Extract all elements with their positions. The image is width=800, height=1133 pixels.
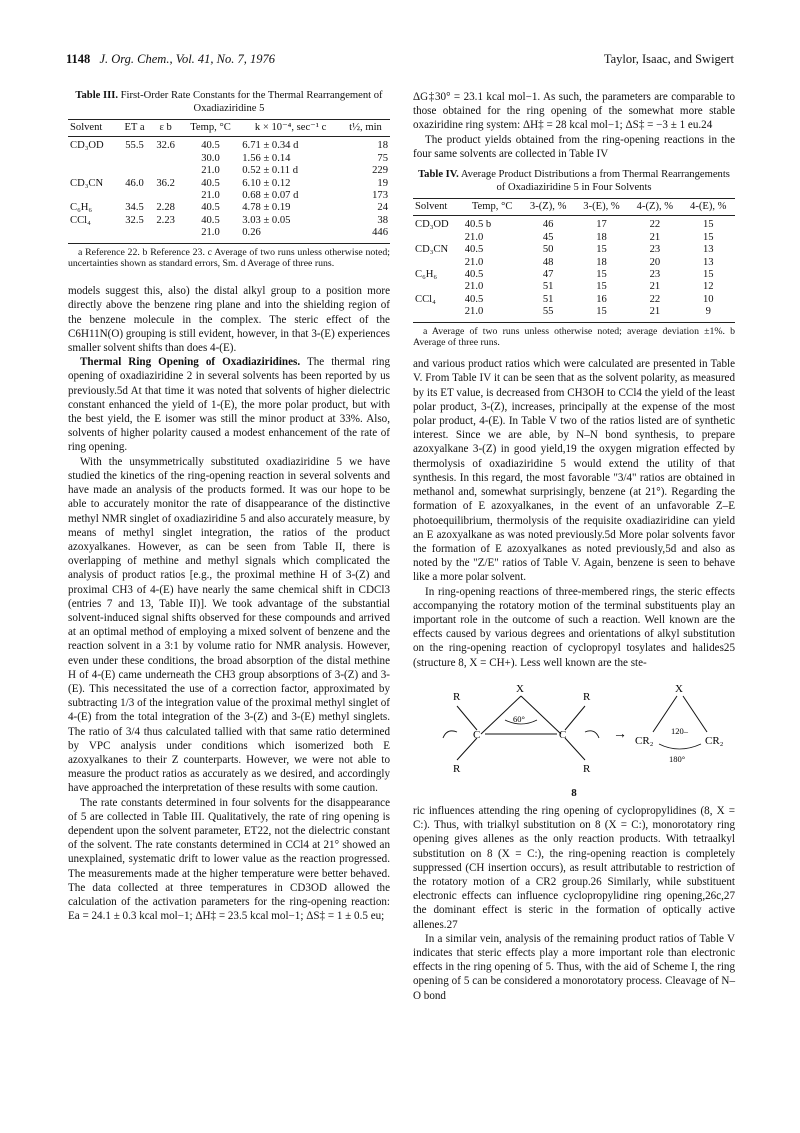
table-cell: 6.71 ± 0.34 d bbox=[242, 140, 299, 152]
substituent-bond bbox=[565, 738, 585, 760]
table-row bbox=[68, 137, 390, 153]
body-paragraph: The product yields obtained from the ring-opening reactions in the four same solvents are collected in Table IV bbox=[413, 133, 735, 160]
table-cell: 0.52 ± 0.11 d bbox=[242, 165, 298, 177]
table-cell: CD₃OD bbox=[415, 219, 449, 231]
ring-bond bbox=[521, 696, 561, 734]
ring-atom-label: C bbox=[473, 728, 481, 741]
table-cell: 21.0 bbox=[201, 165, 220, 177]
table-cell: 55 bbox=[521, 306, 574, 322]
open-group-label: CR₂ bbox=[705, 734, 724, 747]
table-cell: 15 bbox=[702, 231, 714, 243]
table-cell: 2.28 bbox=[156, 202, 175, 214]
table-cell: 15 bbox=[702, 269, 714, 281]
table-cell: 13 bbox=[702, 256, 714, 268]
table-cell: 23 bbox=[649, 244, 661, 256]
table-cell bbox=[118, 190, 150, 202]
ring-atom-label: X bbox=[516, 682, 524, 695]
table-cell bbox=[68, 165, 118, 177]
table-cell: 40.5 b bbox=[464, 219, 492, 231]
table-cell: 75 bbox=[377, 152, 388, 164]
table4-header: 4-(E), % bbox=[682, 199, 735, 216]
table-cell: CD₃CN bbox=[70, 177, 104, 189]
body-paragraph: ΔG‡30° = 23.1 kcal mol−1. As such, the parameters are comparable to those obtained for the ring opening of the somewhat more stable oxaziridine ring system: ΔH‡ = 28 kcal mol−1; ΔS‡ = −3 ± 1 eu.24 bbox=[413, 91, 735, 132]
table-cell: 15 bbox=[702, 219, 714, 231]
table-cell: 446 bbox=[341, 227, 390, 243]
table-cell: 13 bbox=[702, 244, 714, 256]
table-cell: 15 bbox=[596, 269, 607, 281]
table-cell: 16 bbox=[596, 293, 607, 305]
table-row bbox=[413, 232, 735, 244]
table-cell: 40.5 bbox=[464, 244, 484, 256]
table-cell: 3.03 ± 0.05 bbox=[242, 214, 291, 226]
table-cell bbox=[118, 165, 150, 177]
table3 bbox=[68, 119, 390, 244]
table-cell bbox=[118, 153, 150, 165]
table-cell: 50 bbox=[542, 244, 554, 256]
journal-citation: J. Org. Chem., Vol. 41, No. 7, 1976 bbox=[99, 52, 276, 66]
table-cell: C₆H₆ bbox=[415, 269, 438, 281]
table-cell: 40.5 bbox=[201, 177, 220, 189]
running-header bbox=[66, 52, 734, 72]
table4-caption bbox=[413, 169, 735, 194]
reaction-arrow: → bbox=[613, 726, 627, 742]
table-cell bbox=[68, 153, 118, 165]
table-cell: 15 bbox=[596, 281, 607, 293]
table-cell: 21 bbox=[628, 306, 681, 322]
table-cell: 21.0 bbox=[464, 231, 484, 243]
table4-header: Solvent bbox=[413, 199, 463, 216]
substituent-label: R bbox=[583, 690, 591, 703]
table-cell: 229 bbox=[372, 165, 388, 177]
table3-header: Temp, °C bbox=[181, 120, 241, 137]
angle-label: 60° bbox=[513, 713, 525, 724]
body-paragraph: With the unsymmetrically substituted oxadiaziridine 5 we have studied the kinetics of the ring-opening reaction in several solvents and have made an analysis of the products formed. It was our hope to be able to accurately monitor the rate of disappearance of the distinctive methyl NMR singlet of oxadiaziridine 5 and also accurately measure, by means of methyl singlet integration, the ratios of the product azoxyalkanes. However, as can be seen from Table II, there is overlapping of methine and methyl signals which complicated the analysis of product ratios [e.g., the proximal methine H of 3-(Z) and proximal CH3 of 4-(E) have nearly the same chemical shift in CDCl3 (entries 7 and 13, Table II)]. We took advantage of the substantial solvent-induced signal shifts observed for these compounds and arrived at an optimal method of employing a mixed solvent of benzene and the reaction solvent in a 3:1 by volume ratio for NMR analysis. However, even under these conditions, the broad absorption of the distal methine H of 4-(E) came underneath the CH3 group absorptions of 3-(Z) and 3-(E). This necessitated the use of a correction factor, approximated by subtracting 1/3 of the integration value of the proximal methyl singlet of 4-(E) from the total integration of the 3-(Z) and 3-(E) methyl singlets. The ratio of 3/4 thus calculated tallied with that same ratio determined by VPC analysis under conditions which isomerized both E azoxyalkanes to their Z counterparts. However, we were not able to measure the product ratios as accurately as we desired, and accordingly have approached the interpretation of these results with some caution. bbox=[68, 455, 390, 795]
body-paragraph: The rate constants determined in four solvents for the disappearance of 5 are collected in Table III. Qualitatively, the rate of ring opening is dependent upon the solvent parameter, ET22, not the dielectric constant of the solvent. The rate constants determined in CCl4 at 21° showed an unexplained, systematic drift to lower value as the reaction progressed. The measurements made at the higher temperature were better behaved. The data collected at three temperatures in CD3OD allowed the calculation of the activation parameters for the ring-opening reaction: Ea = 24.1 ± 0.3 kcal mol−1; ΔH‡ = 23.5 kcal mol−1; ΔS‡ = 1 ± 0.5 eu; bbox=[68, 796, 390, 923]
table4-caption-text: Average Product Distributions a from Thermal Rearrangements of Oxadiaziridine 5 in Four Solvents bbox=[460, 169, 730, 193]
table3-footnote: a Reference 22. b Reference 23. c Average of two runs unless otherwise noted; uncertainties shown as standard errors, Sm. d Average of three runs. bbox=[68, 246, 390, 270]
table-cell: 22 bbox=[649, 293, 661, 305]
table-row bbox=[413, 244, 735, 256]
table-cell: 4.78 ± 0.19 bbox=[242, 202, 291, 214]
table-cell: 22 bbox=[649, 219, 661, 231]
table-cell: 40.5 bbox=[201, 202, 220, 214]
table3-caption-text: First-Order Rate Constants for the Thermal Rearrangement of Oxadiaziridine 5 bbox=[120, 90, 383, 114]
ring-atom-label: C bbox=[559, 728, 567, 741]
angle-label: 180° bbox=[669, 753, 686, 764]
table-cell: 0.68 ± 0.07 d bbox=[242, 190, 299, 202]
substituent-bond bbox=[457, 738, 477, 760]
open-group-label: CR₂ bbox=[635, 734, 654, 747]
table-cell: 51 bbox=[542, 293, 554, 305]
page-number: 1148 bbox=[66, 52, 91, 66]
table-cell: 21.0 bbox=[463, 306, 522, 322]
table-cell: 21.0 bbox=[464, 256, 484, 268]
table-cell: 21 bbox=[649, 281, 661, 293]
table-cell: CCl₄ bbox=[70, 214, 91, 226]
table-cell: 12 bbox=[702, 281, 714, 293]
table-cell bbox=[151, 165, 181, 177]
table-cell: 46 bbox=[542, 219, 554, 231]
table-cell: CD₃CN bbox=[415, 244, 449, 256]
table4-header: Temp, °C bbox=[463, 199, 522, 216]
table-row bbox=[68, 153, 390, 165]
table-cell: 9 bbox=[682, 306, 735, 322]
table4 bbox=[413, 198, 735, 323]
table-cell: 18 bbox=[377, 140, 388, 152]
table-cell bbox=[68, 227, 118, 243]
table3-header: Solvent bbox=[68, 120, 118, 137]
table-cell: 21.0 bbox=[181, 227, 241, 243]
table-row bbox=[413, 216, 735, 232]
table-cell bbox=[413, 306, 463, 322]
table-cell bbox=[413, 232, 463, 244]
table-cell: 30.0 bbox=[201, 152, 220, 164]
table-cell: CCl₄ bbox=[415, 293, 436, 305]
table-cell: 47 bbox=[542, 269, 554, 281]
table4-header: 4-(Z), % bbox=[628, 199, 681, 216]
left-column bbox=[68, 90, 390, 923]
table4-label: Table IV. bbox=[418, 169, 459, 181]
angle-label: 120– bbox=[671, 725, 688, 736]
table-cell: 40.5 bbox=[201, 214, 220, 226]
table-row bbox=[413, 257, 735, 269]
author-names: Taylor, Isaac, and Swigert bbox=[603, 52, 734, 66]
table-cell: 40.5 bbox=[464, 269, 484, 281]
table-cell: 32.5 bbox=[125, 214, 144, 226]
structure-number: 8 bbox=[571, 786, 577, 799]
body-paragraph: In a similar vein, analysis of the remaining product ratios of Table V indicates that steric effects play a more important role than electronic effects in the ring opening of 5. Thus, with the aid of Scheme I, the ring opening of 5 can be considered a monorotatory process. Cleavage of N–O bond bbox=[413, 932, 735, 1002]
table-cell: 15 bbox=[575, 306, 628, 322]
table-cell: 24 bbox=[377, 202, 388, 214]
table-cell: 173 bbox=[372, 190, 388, 202]
table3-caption bbox=[68, 90, 390, 115]
table-cell bbox=[68, 190, 118, 202]
body-paragraph: models suggest this, also) the distal alkyl group to a position more directly above the benzene ring plane and into the shielding region of the benzene molecule in the complex. The steric effect of the C6H11N(O) grouping is still evident, however, in that 3-(E) experiences smaller solvent shifts than does 4-(E). bbox=[68, 285, 390, 355]
rotation-arrow bbox=[585, 731, 599, 738]
table-cell: 15 bbox=[596, 244, 607, 256]
table-cell: 2.23 bbox=[156, 214, 175, 226]
body-paragraph: ric influences attending the ring opening of cyclopropylidines (8, X = C:). Thus, with trialkyl substitution on 8 (X = C:), monorotatory ring opening gives allenes as the only reaction products. With tetraalkyl substitution on 8 (X = C:), the ring-opening reaction is completely suppressed (CH insertion occurs), as result attributable to restriction of the rotatory motion of a CR2 group.26 Similarly, while substituent electronic effects can influence cyclopropylidine ring opening,26c,27 the dominant effect is steric in the formation of optically active allenes.27 bbox=[413, 804, 735, 931]
body-paragraph: In ring-opening reactions of three-membered rings, the steric effects accompanying the rotatory motion of the terminal substituents play an important role in the outcome of such a reaction. Well known are the effects caused by various degrees and orientations of alkyl substitution on the ring-opening reaction of cyclopropyl tosylates and halides25 (structure 8, X = CH+). Less well known are the ste- bbox=[413, 585, 735, 669]
table-cell: 19 bbox=[377, 177, 388, 189]
table-cell bbox=[151, 153, 181, 165]
table-cell: 18 bbox=[596, 256, 607, 268]
table-cell: 48 bbox=[542, 256, 554, 268]
table-row bbox=[413, 294, 735, 306]
substituent-label: R bbox=[453, 762, 461, 775]
table-cell: 18 bbox=[596, 231, 607, 243]
table-row bbox=[413, 306, 735, 322]
table-cell: 34.5 bbox=[125, 202, 144, 214]
open-atom-label: X bbox=[675, 682, 683, 695]
table3-header: t½, min bbox=[341, 120, 390, 137]
table-cell bbox=[413, 281, 463, 293]
table-cell: 36.2 bbox=[156, 177, 175, 189]
table-row bbox=[68, 227, 390, 243]
right-column bbox=[413, 90, 735, 1003]
table-row bbox=[68, 165, 390, 177]
table3-header: k × 10⁻⁴, sec⁻¹ c bbox=[240, 120, 341, 137]
table-cell: CD₃OD bbox=[70, 140, 104, 152]
table-cell bbox=[151, 227, 181, 243]
section-heading: Thermal Ring Opening of Oxadiaziridines. bbox=[80, 356, 301, 369]
substituent-label: R bbox=[583, 762, 591, 775]
table-cell: 51 bbox=[542, 281, 554, 293]
table4-header: 3-(E), % bbox=[575, 199, 628, 216]
table-cell: 21.0 bbox=[201, 190, 220, 202]
table-row bbox=[413, 281, 735, 293]
table-cell: 0.26 bbox=[240, 227, 341, 243]
substituent-bond bbox=[457, 706, 477, 730]
table-row bbox=[68, 178, 390, 190]
table4-header: 3-(Z), % bbox=[521, 199, 574, 216]
table3-header: ET a bbox=[118, 120, 150, 137]
table-cell: 10 bbox=[702, 293, 714, 305]
angle-arc bbox=[659, 744, 701, 749]
table-row bbox=[413, 269, 735, 281]
table-cell: 17 bbox=[596, 219, 607, 231]
rotation-arrow bbox=[443, 731, 457, 738]
table-cell: 32.6 bbox=[156, 140, 175, 152]
table-cell: 6.10 ± 0.12 bbox=[242, 177, 291, 189]
table-cell: 40.5 bbox=[201, 140, 220, 152]
structure-8-diagram bbox=[413, 674, 735, 784]
substituent-bond bbox=[565, 706, 585, 730]
table-cell: 38 bbox=[377, 214, 388, 226]
table-cell: 21 bbox=[649, 231, 661, 243]
table-cell: 21.0 bbox=[464, 281, 484, 293]
table-cell: 45 bbox=[542, 231, 554, 243]
table-row bbox=[68, 215, 390, 227]
table-cell bbox=[151, 190, 181, 202]
table-cell: 1.56 ± 0.14 bbox=[242, 152, 291, 164]
table-cell: 55.5 bbox=[125, 140, 144, 152]
table-cell: 40.5 bbox=[464, 293, 484, 305]
table4-footnote: a Average of two runs unless otherwise noted; average deviation ±1%. b Average of three runs. bbox=[413, 325, 735, 349]
table-cell bbox=[413, 257, 463, 269]
table3-header: ε b bbox=[151, 120, 181, 137]
table-cell: C₆H₆ bbox=[70, 202, 93, 214]
table-cell bbox=[118, 227, 150, 243]
substituent-label: R bbox=[453, 690, 461, 703]
body-paragraph: Thermal Ring Opening of Oxadiaziridines. The thermal ring opening of oxadiaziridine 2 in several solvents has been reported by us previously.5d At that time it was noted that solvents of higher dielectric constant enhanced the yield of 1-(E), the more polar product, but with the best yield, the E isomer was still the minor product at 33%. Also, solvents of higher polarity caused a modest enhancement of the rate of ring opening. bbox=[68, 356, 390, 454]
table-row bbox=[68, 190, 390, 202]
body-paragraph: and various product ratios which were calculated are presented in Table V. From Table IV it can be seen that as the solvent polarity, as measured by its ET value, is decreased from CH3OH to CCl4 the yield of the least polar product, 3-(Z), increases, principally at the expense of the most polar product, 4-(E). In Table V two of the ratios listed are of synthetic interest. Since we are able, by N–N bond synthesis, to prepare azoxyalkane 3-(Z) in good yield,19 the oxygen migration effected by thermolysis of oxadiaziridine 5 would extend the utility of that synthesis. In this regard, the most favorable "3/4" ratios are obtained in methanol and, somewhat surprisingly, benzene (at 21°). Regarding the formation of E azoxyalkanes, in the event of an unfavorable Z–E photoequilibrium, thermolysis of the requisite oxadiaziridine can yield an E azoxyalkane as was noted previously.5d More polar solvents favor the formation of E azoxyalkanes as noted previously,5d and also as noted by the "Z/E" ratios of Table V. Again, benzene is seen to behave like a more polar solvent. bbox=[413, 358, 735, 584]
table-cell: 23 bbox=[649, 269, 661, 281]
table-cell: 20 bbox=[649, 256, 661, 268]
table-row bbox=[68, 202, 390, 214]
table3-label: Table III. bbox=[75, 90, 118, 101]
table-cell: 46.0 bbox=[125, 177, 144, 189]
